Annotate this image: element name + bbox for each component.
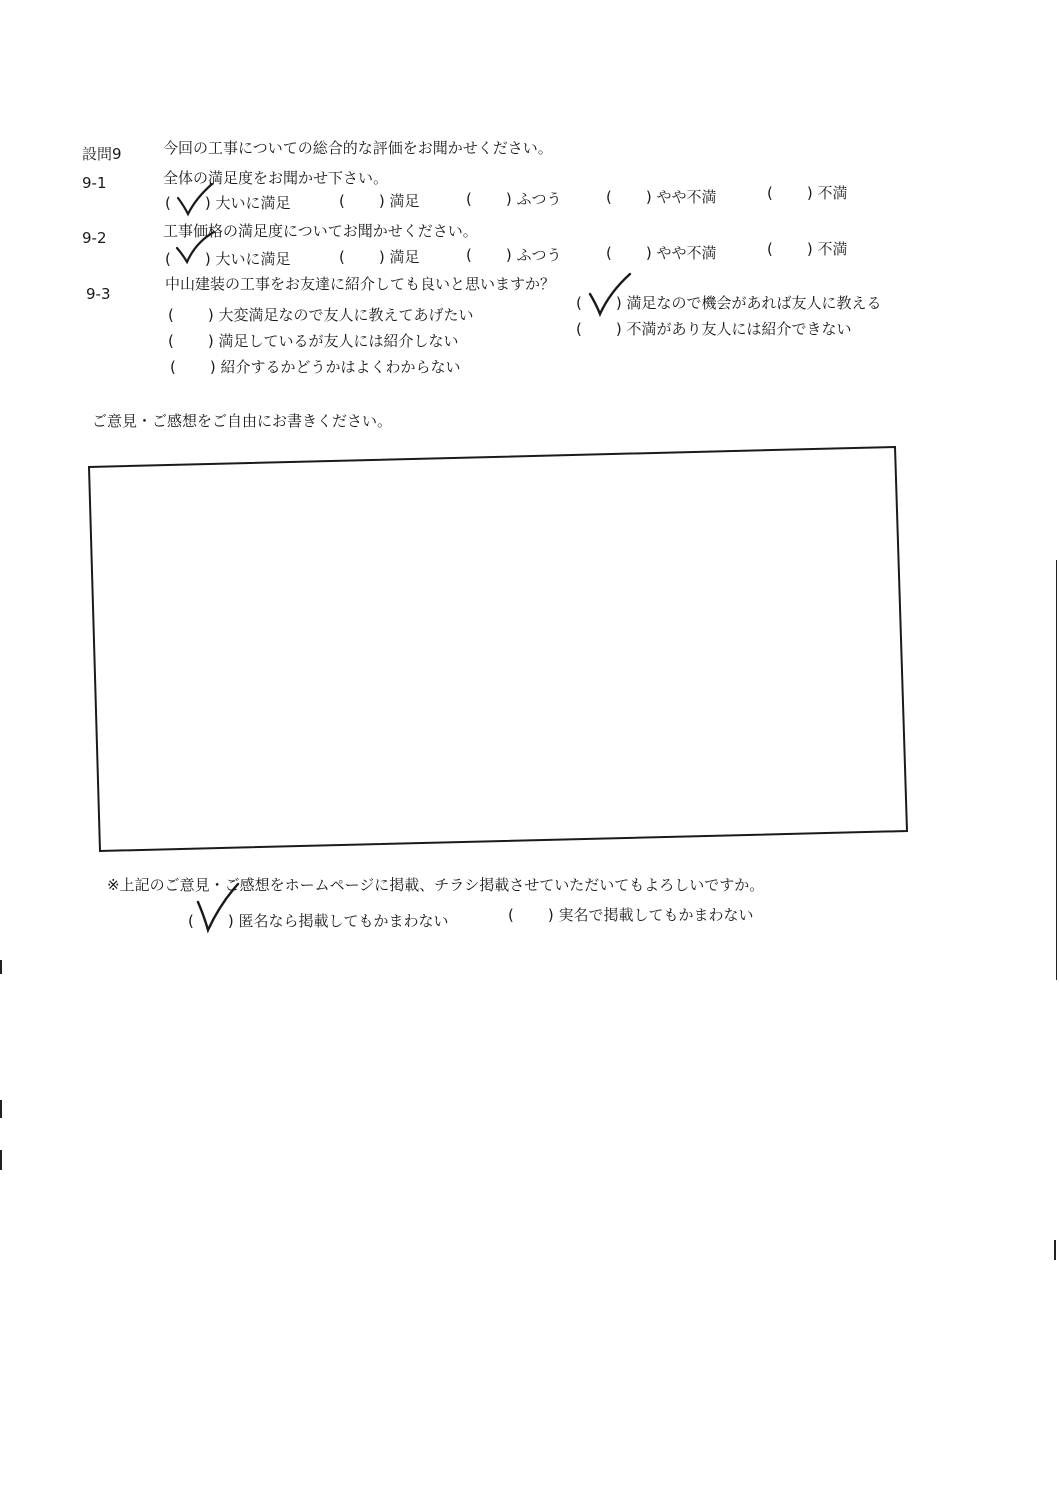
scan-edge-mark <box>0 960 2 974</box>
paren-open: ( <box>168 332 174 350</box>
question-text: 中山建装の工事をお友達に紹介しても良いと思いますか？ <box>165 275 556 293</box>
comments-textarea[interactable] <box>89 447 907 851</box>
paren-close: ) <box>204 250 211 268</box>
comments-label: ご意見・ご感想をご自由にお書きください。 <box>92 412 393 430</box>
option-somewhat-dissatisfied[interactable] <box>606 188 717 206</box>
paren-close: ) <box>547 906 554 924</box>
paren-close: ) <box>378 192 385 210</box>
option-label: 匿名なら掲載してもかまわない <box>238 912 449 930</box>
paren-open: ( <box>576 320 582 338</box>
option-label: 満足しているが友人には紹介しない <box>218 332 459 350</box>
option-label: 紹介するかどうかはよくわからない <box>220 358 461 376</box>
option-dissatisfied[interactable] <box>767 184 848 202</box>
option-satisfied-no-recommend[interactable] <box>168 332 459 350</box>
paren-close: ) <box>645 244 652 262</box>
paren-open: ( <box>168 306 174 324</box>
option-label: 満足 <box>389 248 420 266</box>
checkmark-icon <box>174 184 214 218</box>
paren-open: ( <box>165 250 171 268</box>
checkmark-icon <box>586 274 632 316</box>
option-satisfied[interactable] <box>339 192 420 210</box>
paren-close: ) <box>204 194 211 212</box>
scan-edge-mark <box>0 1150 2 1170</box>
option-dissatisfied-no-recommend[interactable] <box>576 320 852 338</box>
question-number: 9-1 <box>82 174 107 192</box>
option-label: 不満 <box>817 184 848 202</box>
question-text: 全体の満足度をお聞かせ下さい。 <box>163 169 389 187</box>
scan-edge-mark <box>1056 560 1057 980</box>
paren-close: ) <box>209 358 216 376</box>
option-label: 大変満足なので友人に教えてあげたい <box>218 306 474 324</box>
paren-open: ( <box>466 246 472 264</box>
checkmark-icon <box>174 228 214 262</box>
question-text: 工事価格の満足度についてお聞かせください。 <box>163 222 478 240</box>
paren-close: ) <box>806 240 813 258</box>
option-label: ふつう <box>516 190 562 208</box>
option-label: 大いに満足 <box>215 194 291 212</box>
option-very-satisfied-recommend[interactable] <box>168 306 474 324</box>
paren-close: ) <box>645 188 652 206</box>
paren-close: ) <box>207 332 214 350</box>
option-label: やや不満 <box>656 188 717 206</box>
paren-close: ) <box>227 912 234 930</box>
option-label: 実名で掲載してもかまわない <box>558 906 754 924</box>
paren-close: ) <box>505 246 512 264</box>
option-label: 満足 <box>389 192 420 210</box>
scan-edge-mark <box>1054 1240 1056 1260</box>
option-neutral[interactable] <box>466 246 562 264</box>
paren-open: ( <box>165 194 171 212</box>
option-label: 大いに満足 <box>215 250 291 268</box>
option-label: 満足なので機会があれば友人に教える <box>626 294 882 312</box>
paren-close: ) <box>806 184 813 202</box>
option-label: 不満 <box>817 240 848 258</box>
paren-open: ( <box>606 244 612 262</box>
option-label: ふつう <box>516 246 562 264</box>
question-number: 9-3 <box>86 285 111 303</box>
paren-close: ) <box>615 320 622 338</box>
section-label: 設問9 <box>82 145 122 163</box>
option-real-name-ok[interactable] <box>508 906 754 924</box>
paren-open: ( <box>576 294 582 312</box>
paren-open: ( <box>466 190 472 208</box>
paren-open: ( <box>339 248 345 266</box>
option-somewhat-dissatisfied[interactable] <box>606 244 717 262</box>
question-number: 9-2 <box>82 229 107 247</box>
paren-open: ( <box>170 358 176 376</box>
paren-close: ) <box>615 294 622 312</box>
option-label: 不満があり友人には紹介できない <box>626 320 852 338</box>
paren-open: ( <box>767 240 773 258</box>
paren-open: ( <box>339 192 345 210</box>
section-title: 今回の工事についての総合的な評価をお聞かせください。 <box>163 139 553 157</box>
paren-close: ) <box>378 248 385 266</box>
option-satisfied[interactable] <box>339 248 420 266</box>
paren-open: ( <box>767 184 773 202</box>
option-dissatisfied[interactable] <box>767 240 848 258</box>
paren-close: ) <box>505 190 512 208</box>
paren-open: ( <box>508 906 514 924</box>
scan-edge-mark <box>0 1100 2 1118</box>
option-neutral[interactable] <box>466 190 562 208</box>
option-label: やや不満 <box>656 244 717 262</box>
option-unsure[interactable] <box>170 358 461 376</box>
checkmark-icon <box>196 884 240 932</box>
paren-open: ( <box>188 912 194 930</box>
publish-question: ※上記のご意見・ご感想をホームページに掲載、チラシ掲載させていただいてもよろしいですか。 <box>107 876 765 894</box>
paren-open: ( <box>606 188 612 206</box>
paren-close: ) <box>207 306 214 324</box>
